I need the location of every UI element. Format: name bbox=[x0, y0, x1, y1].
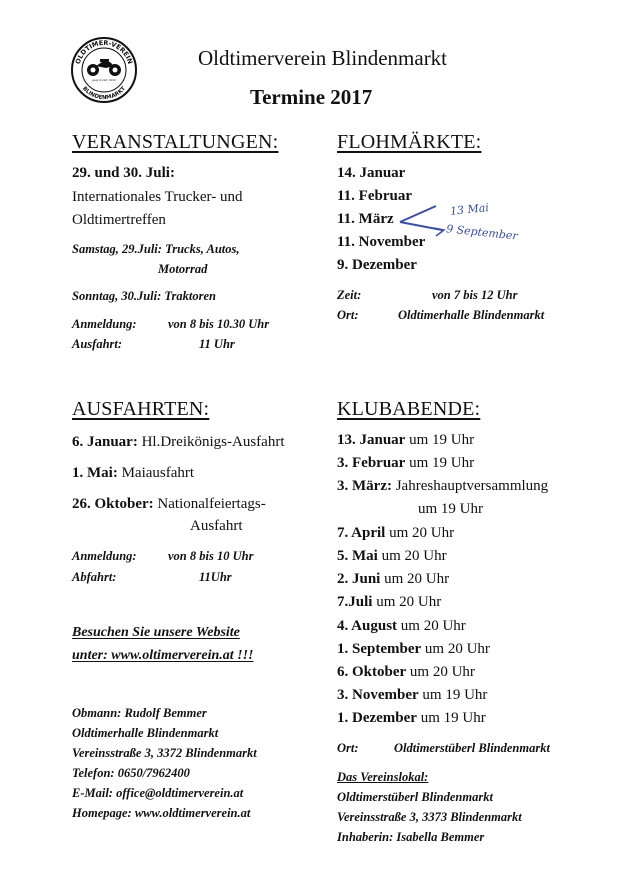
veranstaltung-event-line2: Oldtimertreffen bbox=[72, 212, 166, 228]
veranstaltung-anmeldung-label: Anmeldung: bbox=[72, 317, 137, 331]
ausfahrten-abfahrt-label: Abfahrt: bbox=[72, 570, 117, 584]
ausfahrt-date: 6. Januar: bbox=[72, 434, 138, 450]
klubabend-time: um 20 Uhr bbox=[384, 571, 450, 587]
flohmarkt-zeit-label: Zeit: bbox=[337, 288, 362, 302]
klubabend-item bbox=[337, 432, 474, 449]
klubabend-time: um 20 Uhr bbox=[424, 641, 490, 657]
klubabend-item bbox=[337, 710, 486, 727]
veranstaltung-ausfahrt-value: 11 Uhr bbox=[199, 337, 235, 351]
flohmarkt-zeit-value: von 7 bis 12 Uhr bbox=[432, 288, 518, 302]
klubabend-time: um 19 Uhr bbox=[409, 455, 475, 471]
flohmarkt-date: 11. März bbox=[337, 211, 394, 227]
ausfahrten-anmeldung-value: von 8 bis 10 Uhr bbox=[168, 549, 254, 563]
klubabend-date: 3. März: bbox=[337, 478, 392, 494]
ausfahrt-text: Nationalfeiertags- bbox=[157, 496, 266, 512]
flohmarkt-date: 9. Dezember bbox=[337, 257, 417, 273]
ausfahrten-heading: AUSFAHRTEN: bbox=[72, 398, 210, 420]
page-title: Oldtimerverein Blindenmarkt bbox=[198, 46, 448, 70]
klubabend-date: 1. September bbox=[337, 641, 422, 657]
contact-obmann: Obmann: Rudolf Bemmer bbox=[72, 706, 207, 720]
klubabend-time: um 20 Uhr bbox=[409, 664, 475, 680]
klubabend-time: um 20 Uhr bbox=[381, 548, 447, 564]
ausfahrt-text-continued: Ausfahrt bbox=[190, 518, 243, 534]
klubabend-item bbox=[337, 664, 475, 681]
veranstaltung-date: 29. und 30. Juli: bbox=[72, 165, 175, 181]
klubabend-time: um 20 Uhr bbox=[389, 525, 455, 541]
website-line2[interactable]: unter: www.oltimerverein.at !!! bbox=[72, 648, 254, 663]
logo-top-text: OLDTIMER-VEREIN bbox=[73, 38, 135, 66]
klubabend-item bbox=[337, 571, 449, 588]
klubabend-ort-value: Oldtimerstüberl Blindenmarkt bbox=[394, 741, 550, 755]
klubabend-time: um 19 Uhr bbox=[422, 687, 488, 703]
logo-bottom-text: BLINDENMARKT bbox=[81, 85, 127, 102]
flohmarkt-ort-label: Ort: bbox=[337, 308, 359, 322]
flohmarkt-ort-value: Oldtimerhalle Blindenmarkt bbox=[398, 308, 545, 322]
handwritten-note-1: 13 Mai bbox=[449, 201, 490, 218]
ausfahrten-abfahrt-value: 11Uhr bbox=[199, 570, 232, 584]
veranstaltung-anmeldung-value: von 8 bis 10.30 Uhr bbox=[168, 317, 270, 331]
klubabend-date: 2. Juni bbox=[337, 571, 381, 587]
contact-phone: Telefon: 0650/7962400 bbox=[72, 766, 190, 780]
sonntag-line: Sonntag, 30.Juli: Traktoren bbox=[72, 289, 217, 303]
klubabend-date: 6. Oktober bbox=[337, 664, 407, 680]
samstag-line2: Motorrad bbox=[158, 262, 208, 276]
klubabend-date: 4. August bbox=[337, 618, 398, 634]
klubabend-date: 13. Januar bbox=[337, 432, 406, 448]
klubabend-time: Jahreshauptversammlung bbox=[395, 478, 549, 494]
ausfahrt-date: 26. Oktober: bbox=[72, 496, 154, 512]
klubabend-date: 7. April bbox=[337, 525, 386, 541]
klubabend-time: um 20 Uhr bbox=[376, 594, 442, 610]
handwritten-strike-mark bbox=[396, 200, 450, 242]
klubabend-date: 7.Juli bbox=[337, 594, 373, 610]
klubabend-date: 3. Februar bbox=[337, 455, 406, 471]
klubabend-time: um 20 Uhr bbox=[400, 618, 466, 634]
logo-center-text: gegründet 1992 bbox=[91, 78, 117, 82]
page-subtitle: Termine 2017 bbox=[250, 85, 373, 109]
contact-address: Vereinsstraße 3, 3372 Blindenmarkt bbox=[72, 746, 257, 760]
contact-place: Oldtimerhalle Blindenmarkt bbox=[72, 726, 219, 740]
samstag-line1: Samstag, 29.Juli: Trucks, Autos, bbox=[72, 242, 240, 256]
klubabend-item bbox=[337, 548, 447, 565]
ausfahrt-text: Hl.Dreikönigs-Ausfahrt bbox=[141, 434, 285, 450]
veranstaltung-ausfahrt-label: Ausfahrt: bbox=[72, 337, 123, 351]
klubabend-date: 5. Mai bbox=[337, 548, 378, 564]
klubabend-item bbox=[337, 641, 490, 658]
vereinslokal-address: Vereinsstraße 3, 3373 Blindenmarkt bbox=[337, 810, 522, 824]
flohmarkt-date: 11. November bbox=[337, 234, 426, 250]
contact-homepage[interactable]: Homepage: www.oldtimerverein.at bbox=[72, 806, 251, 820]
veranstaltung-event-line1: Internationales Trucker- und bbox=[72, 189, 243, 205]
ausfahrt-item bbox=[72, 434, 284, 451]
klubabend-item bbox=[337, 525, 454, 542]
klubabend-item bbox=[337, 455, 474, 472]
ausfahrt-text: Maiausfahrt bbox=[121, 465, 195, 481]
vereinslokal-owner: Inhaberin: Isabella Bemmer bbox=[337, 830, 485, 844]
ausfahrt-item bbox=[72, 465, 194, 482]
klubabend-date: 3. November bbox=[337, 687, 419, 703]
vereinslokal-heading: Das Vereinslokal: bbox=[337, 770, 429, 784]
club-logo bbox=[70, 36, 138, 104]
klubabend-item bbox=[337, 478, 548, 495]
klubabend-item bbox=[337, 687, 487, 704]
klubabend-item bbox=[337, 594, 441, 611]
klubabend-time: um 19 Uhr bbox=[409, 432, 475, 448]
flohmaerkte-heading: FLOHMÄRKTE: bbox=[337, 131, 482, 153]
flohmarkt-date: 14. Januar bbox=[337, 165, 406, 181]
klubabend-time: um 19 Uhr bbox=[420, 710, 486, 726]
ausfahrten-anmeldung-label: Anmeldung: bbox=[72, 549, 137, 563]
website-line1: Besuchen Sie unsere Website bbox=[72, 625, 240, 640]
klubabende-heading: KLUBABENDE: bbox=[337, 398, 481, 420]
klubabend-ort-label: Ort: bbox=[337, 741, 359, 755]
klubabend-date: 1. Dezember bbox=[337, 710, 417, 726]
ausfahrt-item bbox=[72, 496, 266, 513]
vereinslokal-name: Oldtimerstüberl Blindenmarkt bbox=[337, 790, 493, 804]
klubabend-time-continued: um 19 Uhr bbox=[418, 501, 483, 517]
veranstaltungen-heading: VERANSTALTUNGEN: bbox=[72, 131, 279, 153]
handwritten-note-2: 9 September bbox=[445, 222, 519, 243]
klubabend-item bbox=[337, 618, 466, 635]
ausfahrt-date: 1. Mai: bbox=[72, 465, 118, 481]
contact-email[interactable]: E-Mail: office@oldtimerverein.at bbox=[72, 786, 244, 800]
flohmarkt-date: 11. Februar bbox=[337, 188, 412, 204]
